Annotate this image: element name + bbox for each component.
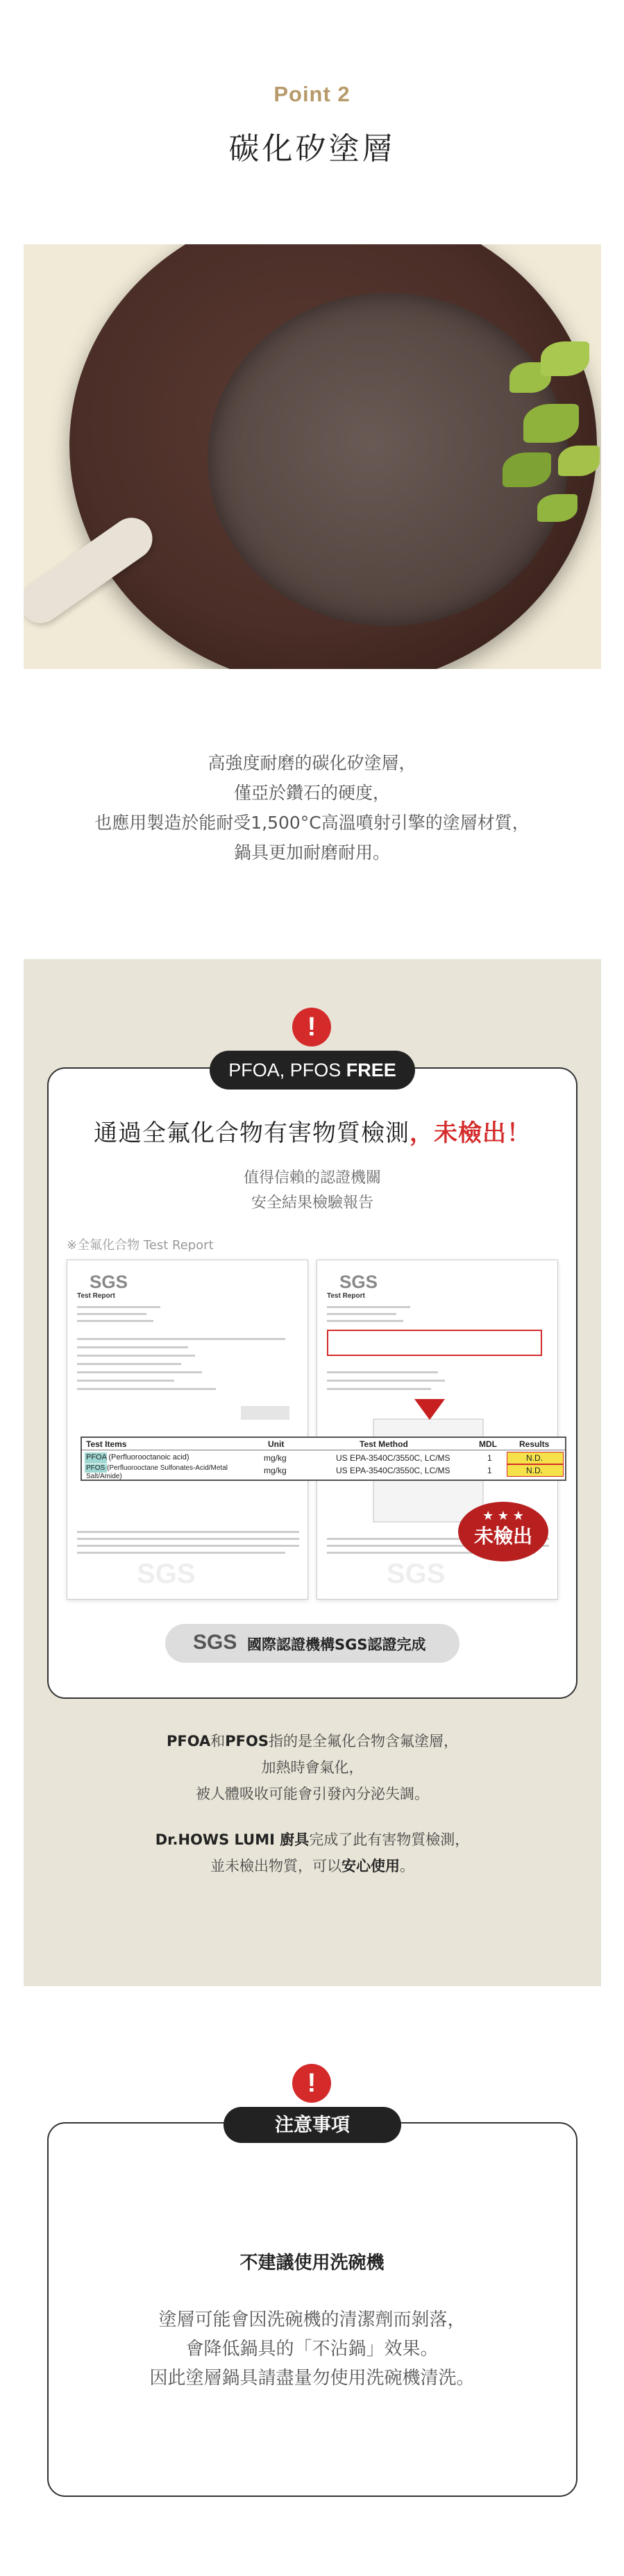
pfoa-explanation bbox=[24, 1728, 601, 1879]
warning-icon: ! bbox=[292, 1008, 331, 1046]
desc-line: 鍋具更加耐磨耐用。 bbox=[233, 842, 390, 863]
explain-line: 加熱時會氣化， bbox=[261, 1759, 364, 1776]
table-cell: mg/kg bbox=[264, 1466, 287, 1475]
sgs-certified-label: 國際認證機構SGS認證完成 bbox=[247, 1636, 426, 1653]
title-main: 通過全氟化合物有害物質檢測 bbox=[94, 1119, 410, 1147]
celery-leaf bbox=[541, 341, 589, 376]
table-cell: N.D. bbox=[526, 1466, 543, 1475]
celery-leaf bbox=[503, 452, 551, 487]
pfoa-card-title bbox=[47, 1114, 577, 1148]
pfoa-free-badge bbox=[210, 1051, 415, 1090]
desc-line: 僅亞於鑽石的硬度， bbox=[233, 783, 390, 803]
sgs-report-document bbox=[67, 1260, 308, 1600]
table-cell: 1 bbox=[487, 1453, 492, 1463]
table-cell: US EPA-3540C/3550C, LC/MS bbox=[336, 1453, 450, 1463]
explain-line: PFOA和PFOS指的是全氟化合物含氟塗層， bbox=[167, 1733, 458, 1749]
not-detected-badge bbox=[458, 1502, 548, 1561]
point-label: Point 2 bbox=[273, 82, 351, 106]
col-results: Results bbox=[519, 1439, 550, 1449]
table-cell: mg/kg bbox=[264, 1453, 287, 1463]
table-cell: 1 bbox=[487, 1466, 492, 1475]
highlight-box bbox=[327, 1330, 542, 1356]
explain-line: Dr.HOWS LUMI 廚具完成了此有害物質檢測， bbox=[155, 1831, 470, 1848]
test-report-label: Test Report bbox=[327, 1292, 365, 1300]
celery-leaf bbox=[523, 404, 579, 443]
test-report-label: Test Report bbox=[77, 1292, 115, 1300]
col-mdl: MDL bbox=[479, 1439, 497, 1449]
notice-description bbox=[0, 2305, 624, 2393]
sgs-watermark: SGS bbox=[387, 1559, 446, 1589]
page-title: 碳化矽塗層 bbox=[228, 131, 396, 167]
not-detected-label: 未檢出 bbox=[473, 1525, 532, 1548]
sgs-certified-badge bbox=[165, 1624, 459, 1663]
down-arrow-icon bbox=[414, 1399, 445, 1420]
title-not-detected: ，未檢出！ bbox=[410, 1119, 531, 1147]
notice-line: 會降低鍋具的「不沾鍋」效果。 bbox=[185, 2339, 439, 2359]
col-test-items: Test Items bbox=[86, 1439, 127, 1449]
col-test-method: Test Method bbox=[360, 1439, 408, 1449]
pfoa-card-subtitle bbox=[47, 1166, 577, 1216]
notice-line: 因此塗層鍋具請盡量勿使用洗碗機清洗。 bbox=[149, 2368, 475, 2389]
notice-line: 塗層可能會因洗碗機的清潔劑而剝落， bbox=[158, 2310, 466, 2330]
explain-line: 被人體吸收可能會引發內分泌失調。 bbox=[196, 1786, 429, 1802]
table-cell: US EPA-3540C/3550C, LC/MS bbox=[336, 1466, 450, 1475]
pfoa-badge-label: PFOA, PFOS bbox=[228, 1060, 346, 1081]
sgs-logo: SGS bbox=[90, 1271, 128, 1292]
subtitle-line: 安全結果檢驗報告 bbox=[251, 1194, 373, 1212]
celery-leaf bbox=[558, 446, 600, 476]
table-cell: N.D. bbox=[526, 1453, 543, 1463]
notice-title: 不建議使用洗碗機 bbox=[239, 2253, 385, 2273]
hero-pan-image bbox=[24, 244, 601, 669]
desc-line: 也應用製造於能耐受1,500°C高溫噴射引擎的塗層材質， bbox=[94, 813, 530, 833]
table-row: PFOS (Perfluorooctane Sulfonates-Acid/Metal Salt/Amide) bbox=[86, 1464, 228, 1480]
star-icon: ★ ★ ★ bbox=[482, 1509, 524, 1523]
pfoa-badge-free: FREE bbox=[346, 1060, 396, 1081]
sgs-watermark: SGS bbox=[137, 1559, 196, 1589]
warning-icon: ! bbox=[292, 2064, 331, 2103]
sgs-logo: SGS bbox=[339, 1271, 378, 1292]
col-unit: Unit bbox=[268, 1439, 285, 1449]
table-header bbox=[82, 1438, 565, 1450]
sgs-logo: SGS bbox=[193, 1631, 237, 1654]
explain-line: 並未檢出物質，可以安心使用。 bbox=[210, 1858, 414, 1874]
report-note: ※全氟化合物 Test Report bbox=[67, 1238, 214, 1253]
celery-leaf bbox=[537, 494, 577, 522]
table-row: PFOA (Perfluorooctanoic acid) bbox=[86, 1453, 189, 1461]
test-results-table bbox=[81, 1437, 566, 1481]
subtitle-line: 值得信賴的認證機關 bbox=[243, 1169, 381, 1187]
notice-badge: 注意事項 bbox=[224, 2107, 401, 2143]
coating-description bbox=[0, 748, 624, 867]
desc-line: 高強度耐磨的碳化矽塗層， bbox=[208, 753, 416, 773]
